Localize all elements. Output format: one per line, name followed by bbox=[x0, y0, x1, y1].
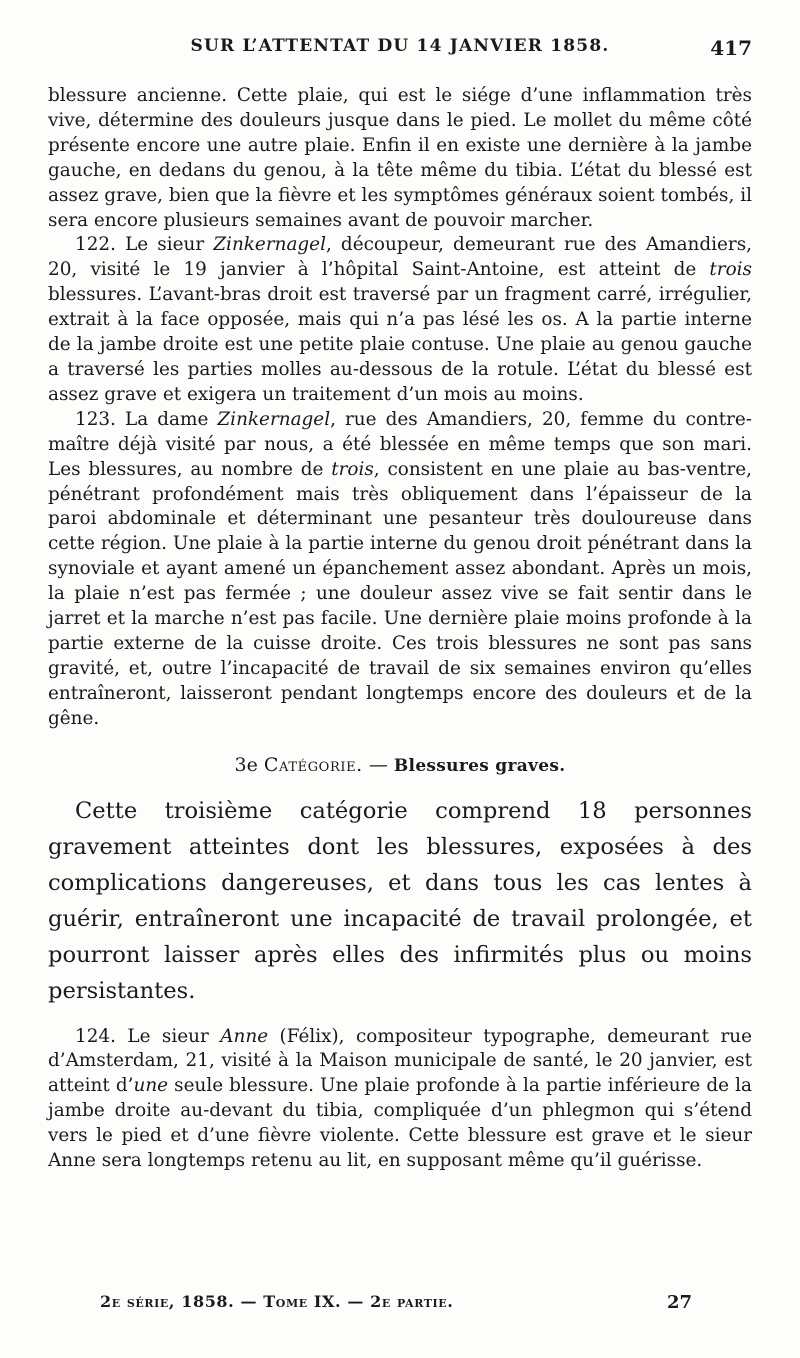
entry-text: , rue des Amandiers, 20, femme du contre-maître déjà visité par nous, a été blessée en même temps que son mari. Les blessures, au nombre de bbox=[48, 408, 752, 480]
emphasis-count: trois bbox=[331, 458, 374, 480]
paragraph-124 bbox=[48, 1025, 752, 1174]
page-number: 417 bbox=[710, 36, 752, 60]
person-name: Zinkernagel bbox=[217, 408, 331, 430]
entry-number-text: 124. Le sieur bbox=[75, 1025, 221, 1047]
printer-signature: 2e série, 1858. — Tome IX. — 2e partie. bbox=[100, 1292, 454, 1311]
entry-text: blessures. L’avant-bras droit est traversé par un fragment carré, irrégulier, extrait à la face opposée, mais qui n’a pas lésé les os. A la partie interne de la jambe droite est une petite plaie contuse. Une plaie au genou gauche a traversé les parties molles au-dessous de la rotule. L’état du blessé est assez grave et exigera un traitement d’un mois au moins. bbox=[48, 284, 752, 405]
entry-text: , découpeur, demeurant rue des Amandiers, 20, visité le 19 janvier à l’hôpital Saint-Antoine, est atteint de bbox=[48, 234, 752, 281]
entry-number-text: 123. La dame bbox=[75, 408, 218, 430]
entry-text: seule blessure. Une plaie profonde à la partie inférieure de la jambe droite au-devant du tibia, compliquée d’un phlegmon qui s’étend vers le pied et d’une fièvre violente. Cette blessure est grave et le sieur Anne sera longtemps retenu au lit, en supposant même qu’il guérisse. bbox=[48, 1075, 752, 1172]
category-title: Catégorie. bbox=[263, 753, 363, 776]
entry-text: (Félix), compositeur typographe, demeurant rue d’Amsterdam, 21, visité à la Maison municipale de santé, le 20 janvier, est atteint d’ bbox=[48, 1025, 753, 1097]
entry-text: , consistent en une plaie au bas-ventre, pénétrant profondément mais très obliquement dans l’épaisseur de la paroi abdominale et déterminant une pesanteur très douloureuse dans cette région. Une plaie à la partie interne du genou droit pénétrant dans la synoviale et ayant amené un épanchement assez abondant. Après un mois, la plaie n’est pas fermée ; une douleur assez vive se fait sentir dans le jarret et la marche n’est pas facile. Une dernière plaie moins profonde à la partie externe de la cuisse droite. Ces trois blessures ne sont pas sans gravité, et, outre l’incapacité de travail de six semaines environ qu’elles entraîneront, laisseront pendant longtemps encore des douleurs et de la gêne. bbox=[48, 458, 752, 729]
section-heading bbox=[48, 752, 752, 779]
running-head bbox=[48, 36, 752, 66]
person-name: Zinkernagel bbox=[213, 234, 326, 256]
emphasis-count: une bbox=[133, 1075, 169, 1097]
paragraph-122 bbox=[48, 233, 752, 407]
page-footer bbox=[100, 1292, 692, 1320]
entry-number-text: 122. Le sieur bbox=[75, 234, 214, 256]
paragraph-continued bbox=[48, 84, 752, 233]
category-subtitle: Blessures graves. bbox=[393, 755, 566, 776]
category-number: 3e bbox=[234, 753, 258, 776]
running-title: SUR L’ATTENTAT DU 14 JANVIER 1858. bbox=[190, 36, 610, 56]
sheet-number: 27 bbox=[666, 1292, 692, 1313]
paragraph-text: blessure ancienne. Cette plaie, qui est le siége d’une inflammation très vive, détermine des douleurs jusque dans le pied. Le mollet du même côté présente encore une autre plaie. Enfin il en existe une dernière à la jambe gauche, en dedans du genou, à la tête même du tibia. L’état du blessé est assez grave, bien que la fièvre et les symptômes généraux soient tombés, il sera encore plusieurs semaines avant de pouvoir marcher. bbox=[48, 85, 752, 231]
category-intro-paragraph bbox=[48, 793, 752, 1009]
person-name: Anne bbox=[220, 1025, 269, 1047]
body-text bbox=[48, 84, 752, 1174]
paragraph-123 bbox=[48, 408, 752, 732]
emphasis-count: trois bbox=[709, 259, 752, 281]
paragraph-text: Cette troisième catégorie comprend 18 personnes gravement atteintes dont les blessures, exposées à des complications dangereuses, et dans tous les cas lentes à guérir, entraîneront une incapacité de travail prolongée, et pourront laisser après elles des infirmités plus ou moins persistantes. bbox=[48, 797, 752, 1004]
heading-dash: — bbox=[362, 753, 394, 776]
